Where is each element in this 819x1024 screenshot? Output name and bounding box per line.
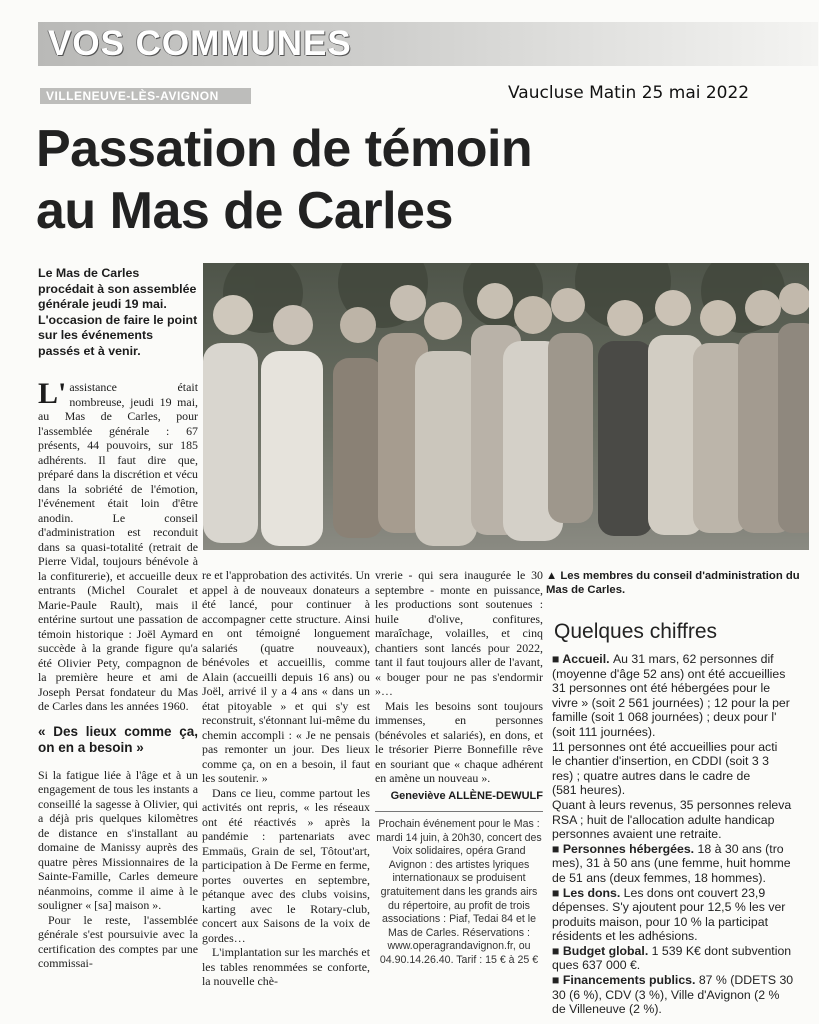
figure-text: 11 personnes ont été accueillies pour acti xyxy=(552,739,778,754)
figure-line xyxy=(552,681,816,696)
section-title: VOS COMMUNES xyxy=(48,24,352,63)
figure-text: RSA ; huit de l'allocation adulte handicap xyxy=(552,812,775,827)
figure-text: personnes avaient une retraite. xyxy=(552,827,722,842)
figure-line xyxy=(552,871,816,886)
figure-line xyxy=(552,667,816,682)
article-column-3 xyxy=(375,568,543,968)
paragraph: Mais les besoins sont toujours immenses, en personnes (bénévoles et salariés), en dons, et le trésorier Pierre Bonnefille rêve en souriant que « chaque adhérent en amène un nouveau ». xyxy=(375,698,543,785)
drop-cap: L' xyxy=(38,377,67,410)
figure-line xyxy=(552,973,816,988)
figure-text: mes), 31 à 50 ans (une femme, huit homme xyxy=(552,856,791,871)
figure-text: vivre » (soit 2 561 journées) ; 12 pour la per xyxy=(552,695,790,710)
article-column-1 xyxy=(38,377,198,971)
paragraph-intro: L' assistance était nombreuse, jeudi 19 mai, au Mas de Carles, pour l'assemblée générale : 67 présents, 44 pouvoirs, sur 185 adhérents. Il faut dire que, préparé dans la discrétion et vécu dans la sobriété de l'émotion, l'événement était loin d'être anodin. Le conseil d'administration est reconduit dans sa quasi-totalité (retrait de Pierre Vidal, toujours bénévole à la confiturerie), et accueille deux entrants (Michel Couralet et Marie-Paule Rault), mais il entérine surtout une passation de témoin historique : Joël Aymard succède à la grande figure qu'a été Olivier Pety, compagnon de la première heure et ami de Joseph Persat fondateur du Mas de Carles dans les années 1960. xyxy=(38,377,198,713)
figure-line xyxy=(552,725,816,740)
figure-line xyxy=(552,988,816,1003)
figure-line xyxy=(552,696,816,711)
headline xyxy=(36,118,736,242)
figure-text: résidents et les adhésions. xyxy=(552,929,698,944)
figure-item xyxy=(552,973,816,1017)
figure-line xyxy=(552,754,816,769)
figure-text: 30 (6 %), CDV (3 %), Ville d'Avignon (2 % xyxy=(552,987,780,1002)
figure-text: de 51 ans (deux femmes, 18 hommes). xyxy=(552,870,766,885)
paragraph: Pour le reste, l'assemblée générale s'est poursuivie avec la certification des comptes par une commissai- xyxy=(38,912,198,970)
figure-line xyxy=(552,740,816,755)
paragraph: Si la fatigue liée à l'âge et à un engagement de tous les instants a conseillé la sagesse à Olivier, qui a déjà pris quelques kilomètres de distance en s'installant au domaine de Manissy auprès des quatre pères Missionnaires de la Sainte-Famille, Carles demeure néanmoins, comme il aime à le souligner « [sa] maison ». xyxy=(38,767,198,912)
figure-text: 31 personnes ont été hébergées pour le xyxy=(552,681,771,696)
group-photo-image xyxy=(203,263,809,550)
figure-label: ■ Budget global. xyxy=(552,943,652,958)
figure-line xyxy=(552,783,816,798)
figure-label: ■ Accueil. xyxy=(552,652,613,666)
figure-label: ■ Financements publics. xyxy=(552,973,699,988)
figure-item xyxy=(552,842,816,886)
figure-label: ■ Les dons. xyxy=(552,885,624,900)
figures-title: Quelques chiffres xyxy=(554,620,718,643)
figure-line xyxy=(552,827,816,842)
figure-line xyxy=(552,842,816,857)
locality-tag: VILLENEUVE-LÈS-AVIGNON xyxy=(40,88,251,104)
figure-line xyxy=(552,710,816,725)
figure-item xyxy=(552,652,816,842)
agenda-box: Prochain événement pour le Mas : mardi 14 juin, à 20h30, concert des Voix solidaires, opéra Grand Avignon : des artistes lyriques internationaux se produisent gratuitement dans les grands airs du répertoire, au profit de trois associations : Piaf, Tedai 84 et le Mas de Carles. Réservations : www.operagrandavignon.fr, ou 04.90.14.26.40. Tarif : 15 € à 25 € xyxy=(375,811,543,968)
figure-line xyxy=(552,652,816,667)
figure-line xyxy=(552,929,816,944)
figure-text: (soit 111 journées). xyxy=(552,724,656,739)
figure-line xyxy=(552,900,816,915)
photo-caption: ▲ Les membres du conseil d'administration du Mas de Carles. xyxy=(546,570,800,596)
figure-text: 1 539 K€ dont subvention xyxy=(651,943,792,958)
figure-label: ■ Personnes hébergées. xyxy=(552,841,698,856)
figure-text: 87 % (DDETS 30 xyxy=(698,973,794,988)
figure-line xyxy=(552,769,816,784)
figure-text: ques 637 000 €. xyxy=(552,958,641,973)
source-note: Vaucluse Matin 25 mai 2022 xyxy=(508,83,750,103)
figure-text: res) ; quatre autres dans le cadre de xyxy=(552,768,751,783)
figure-item xyxy=(552,886,816,944)
author-signature: Geneviève ALLÈNE-DEWULF xyxy=(390,789,543,802)
figure-line xyxy=(552,958,816,973)
group-photo xyxy=(203,263,809,550)
figure-text: (moyenne d'âge 52 ans) ont été accueillies xyxy=(552,666,786,681)
figure-line xyxy=(552,798,816,813)
headline-line-2: au Mas de Carles xyxy=(36,182,453,240)
figure-text: de Villeneuve (2 %). xyxy=(552,1002,662,1017)
figure-text: Les dons ont couvert 23,9 xyxy=(623,885,766,900)
figure-line xyxy=(552,1002,816,1017)
article-lead: Le Mas de Carles procédait à son assemblée générale jeudi 19 mai. L'occasion de faire le point sur les événements passés et à venir. xyxy=(38,266,198,358)
paragraph: re et l'approbation des activités. Un appel à de nouveaux donateurs a été lancé, pour continuer à accompagner cette structure. Ainsi en ont témoigné longuement salariés (quatre nouveaux), bénévoles et accueillis, comme Alain (accueilli depuis 16 ans) ou Joël, arrivé il y a 4 ans « dans un état pitoyable » et qui s'y est reconstruit, s'étonnant lui-même du chemin accompli : « Je ne pensais pas remonter un jour. Des lieux comme ça, on en a besoin, il faut les soutenir. » xyxy=(202,568,370,785)
article-column-2 xyxy=(202,568,370,989)
article-subhead: « Des lieux comme ça, on en a besoin » xyxy=(38,723,198,755)
paragraph: Dans ce lieu, comme partout les activités ont repris, « les réseaux ont été réactivés » après la pandémie : partenariats avec Emmaüs, Grain de sel, Tôtout'art, participation à De Ferme en ferme, portes ouvertes en septembre, pétanque avec des clubs voisins, karting avec le Rotary-club, concert aux Saisons de la voix de gordes… xyxy=(202,785,370,945)
headline-line-1: Passation de témoin xyxy=(36,120,533,178)
figure-line xyxy=(552,886,816,901)
figure-text: dépenses. S'y ajoutent pour 12,5 % les ver xyxy=(552,900,786,915)
figure-line xyxy=(552,856,816,871)
figure-text: (581 heures). xyxy=(552,783,626,798)
figure-text: 18 à 30 ans (tro xyxy=(697,841,784,856)
figure-text: famille (soit 1 068 journées) ; deux pour l' xyxy=(552,710,777,725)
figure-text: le chantier d'insertion, en CDDI (soit 3 3 xyxy=(552,754,769,769)
figure-item xyxy=(552,944,816,973)
figure-text: Quant à leurs revenus, 35 personnes releva xyxy=(552,797,792,812)
paragraph: L'implantation sur les marchés et les tables renommées se conforte, la nouvelle chè- xyxy=(202,945,370,988)
figure-text: produits maison, pour 10 % la participat xyxy=(552,914,768,929)
figure-line xyxy=(552,944,816,959)
figure-line xyxy=(552,915,816,930)
figure-line xyxy=(552,813,816,828)
figures-list xyxy=(552,652,816,1017)
paragraph: vrerie - qui sera inaugurée le 30 septembre - monte en puissance, les productions sont soutenues : huile d'olive, confitures, maraîchage, volailles, et cinq chantiers sont lancés pour 2022, tant il faut toujours aller de l'avant, « bouger pour ne pas s'endormir »… xyxy=(375,568,543,698)
figure-text: Au 31 mars, 62 personnes dif xyxy=(612,652,774,666)
